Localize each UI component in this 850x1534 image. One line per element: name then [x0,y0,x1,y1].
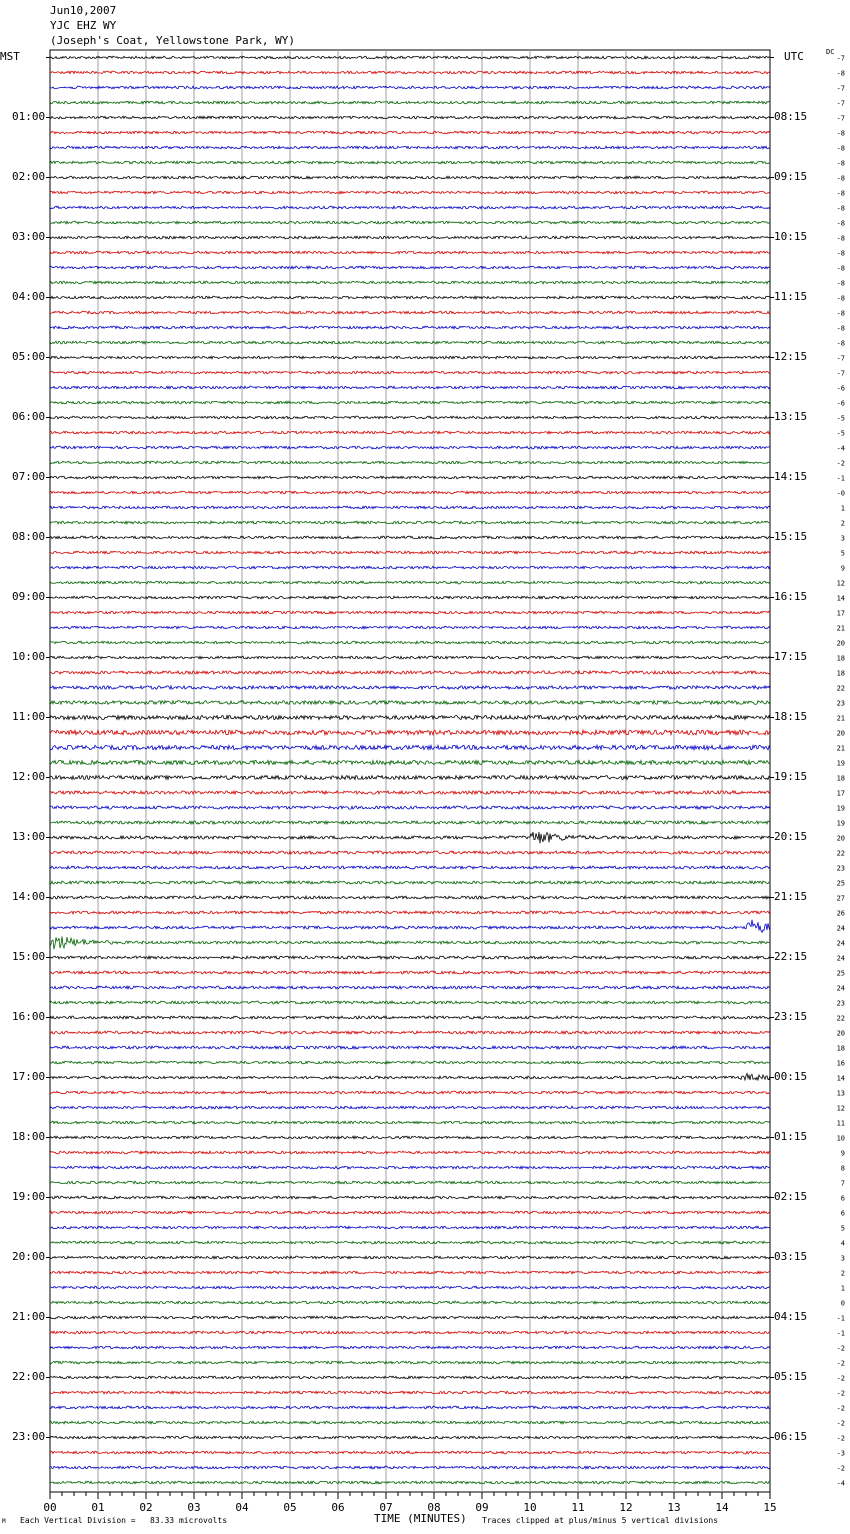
dc-offset-label: -8 [836,249,845,258]
dc-offset-label: -6 [836,384,845,393]
seismic-trace-44 [50,715,770,719]
x-axis-title: TIME (MINUTES) [374,1512,467,1525]
seismic-trace-1 [50,71,770,74]
right-hour-label: 13:15 [774,409,808,423]
seismic-trace-5 [50,131,770,134]
dc-offset-label: -1 [836,474,845,483]
dc-offset-label: 0 [840,1299,845,1308]
dc-offset-label: 17 [836,609,845,618]
right-timezone-label: UTC [784,50,804,63]
dc-offset-label: 23 [836,999,845,1008]
dc-offset-label: 8 [840,1164,845,1173]
right-hour-label: 19:15 [774,769,808,783]
dc-offset-label: 19 [836,819,845,828]
left-hour-label: 23:00 [12,1429,46,1443]
seismic-trace-47 [50,760,770,764]
seismic-trace-0 [50,56,770,59]
seismic-trace-34 [50,566,770,569]
dc-offset-label: -3 [836,1449,845,1458]
seismic-trace-40 [50,656,770,659]
dc-offset-label: -8 [836,234,845,243]
x-tick-label: 15 [763,1501,777,1514]
dc-offset-label: 2 [840,1269,845,1278]
seismic-trace-36 [50,596,770,599]
dc-offset-label: -6 [836,399,845,408]
seismic-trace-51 [50,821,770,824]
seismic-trace-64 [50,1016,770,1019]
dc-offset-label: 14 [836,594,845,603]
seismic-trace-87 [50,1361,770,1364]
seismic-trace-74 [50,1166,770,1169]
dc-offset-label: 20 [836,729,845,738]
seismic-trace-86 [50,1346,770,1349]
right-hour-label: 21:15 [774,889,808,903]
dc-offset-label: -8 [836,204,845,213]
dc-offset-label: 13 [836,1089,845,1098]
seismic-trace-20 [50,356,770,359]
dc-offset-label: 18 [836,669,845,678]
clip-note: Traces clipped at plus/minus 5 vertical divisions [482,1516,719,1525]
seismic-trace-16 [50,296,770,299]
seismic-trace-2 [50,86,770,89]
seismic-trace-48 [50,776,770,780]
left-hour-label: 07:00 [12,469,46,483]
seismic-trace-78 [50,1226,770,1229]
dc-offset-label: -2 [836,459,845,468]
x-tick-label: 01 [91,1501,105,1514]
dc-offset-label: 9 [840,1149,845,1158]
dc-offset-label: 22 [836,684,845,693]
plot-frame [50,50,770,1492]
corner-mark: M [2,1518,6,1525]
x-tick-label: 04 [235,1501,249,1514]
left-hour-label: 03:00 [12,229,46,243]
x-tick-label: 05 [283,1501,297,1514]
seismic-trace-88 [50,1376,770,1379]
dc-offset-label: 6 [840,1194,845,1203]
header-station: YJC EHZ WY [50,19,117,32]
right-hour-label: 14:15 [774,469,808,483]
dc-offset-label: 21 [836,744,845,753]
dc-offset-label: -8 [836,144,845,153]
left-hour-label: 19:00 [12,1189,46,1203]
dc-offset-label: -7 [836,369,845,378]
dc-offset-label: -5 [836,414,845,423]
dc-offset-label: 5 [840,549,845,558]
x-tick-label: 07 [379,1501,393,1514]
seismic-trace-7 [50,161,770,164]
seismic-trace-90 [50,1406,770,1409]
right-hour-label: 00:15 [774,1069,808,1083]
dc-offset-label: 18 [836,654,845,663]
seismic-trace-58 [50,920,770,933]
x-tick-label: 10 [523,1501,537,1514]
right-hour-label: 04:15 [774,1309,808,1323]
seismic-trace-61 [50,971,770,974]
seismic-trace-63 [50,1001,770,1004]
dc-offset-label: 3 [840,1254,845,1263]
seismic-trace-79 [50,1241,770,1244]
left-hour-label: 09:00 [12,589,46,603]
seismic-trace-89 [50,1391,770,1394]
right-hour-label: 05:15 [774,1369,808,1383]
dc-offset-label: 1 [840,1284,845,1293]
right-hour-label: 12:15 [774,349,808,363]
left-hour-label: 05:00 [12,349,46,363]
dc-offset-label: -7 [836,54,845,63]
seismic-trace-60 [50,956,770,959]
dc-offset-label: -8 [836,324,845,333]
seismic-trace-84 [50,1316,770,1319]
dc-offset-label: -8 [836,294,845,303]
dc-offset-label: 9 [840,564,845,573]
x-tick-label: 06 [331,1501,345,1514]
dc-offset-label: 2 [840,519,845,528]
seismic-trace-42 [50,686,770,689]
seismic-trace-68 [50,1073,770,1080]
seismic-trace-11 [50,221,770,224]
x-tick-label: 08 [427,1501,441,1514]
x-tick-label: 02 [139,1501,153,1514]
seismic-trace-17 [50,311,770,314]
left-hour-label: 13:00 [12,829,46,843]
seismic-trace-80 [50,1256,770,1259]
dc-offset-label: -2 [836,1344,845,1353]
dc-offset-label: 11 [836,1119,845,1128]
dc-offset-label: -8 [836,189,845,198]
header-location: (Joseph's Coat, Yellowstone Park, WY) [50,34,296,47]
dc-offset-label: 19 [836,759,845,768]
right-hour-label: 22:15 [774,949,808,963]
right-hour-label: 01:15 [774,1129,808,1143]
seismic-trace-37 [50,611,770,614]
seismic-trace-30 [50,506,770,509]
x-tick-label: 13 [667,1501,681,1514]
dc-offset-label: -0 [836,489,845,498]
seismic-trace-69 [50,1091,770,1094]
dc-offset-label: 16 [836,1059,845,1068]
dc-offset-label: -4 [836,444,845,453]
seismic-trace-41 [50,671,770,674]
left-hour-label: 21:00 [12,1309,46,1323]
seismic-trace-39 [50,641,770,644]
left-hour-label: 06:00 [12,409,46,423]
dc-offset-label: 20 [836,834,845,843]
seismic-trace-46 [50,745,770,749]
seismic-trace-24 [50,416,770,419]
dc-offset-label: 20 [836,639,845,648]
dc-offset-label: 7 [840,1179,845,1188]
seismic-trace-72 [50,1136,770,1139]
seismic-trace-56 [50,896,770,899]
dc-offset-label: 10 [836,1134,845,1143]
dc-offset-label: 23 [836,864,845,873]
right-hour-label: 23:15 [774,1009,808,1023]
seismic-trace-15 [50,281,770,284]
left-hour-label: 10:00 [12,649,46,663]
seismic-trace-93 [50,1451,770,1454]
dc-offset-label: -2 [836,1374,845,1383]
seismic-trace-67 [50,1061,770,1064]
dc-offset-label: 22 [836,849,845,858]
left-hour-label: 17:00 [12,1069,46,1083]
x-tick-label: 11 [571,1501,585,1514]
dc-label: DC [826,48,835,56]
left-hour-label: 18:00 [12,1129,46,1143]
left-hour-label: 08:00 [12,529,46,543]
seismic-trace-43 [50,701,770,705]
seismic-trace-26 [50,446,770,449]
x-tick-label: 00 [43,1501,57,1514]
right-hour-label: 20:15 [774,829,808,843]
seismic-trace-85 [50,1331,770,1334]
left-hour-label: 02:00 [12,169,46,183]
dc-offset-label: 23 [836,699,845,708]
right-hour-label: 03:15 [774,1249,808,1263]
dc-offset-label: 24 [836,939,845,948]
right-hour-label: 02:15 [774,1189,808,1203]
dc-offset-label: -8 [836,264,845,273]
seismic-trace-55 [50,881,770,884]
right-hour-label: 06:15 [774,1429,808,1443]
dc-offset-label: 22 [836,1014,845,1023]
dc-offset-label: 12 [836,1104,845,1113]
seismic-trace-9 [50,191,770,194]
dc-offset-label: -7 [836,99,845,108]
dc-offset-label: 24 [836,984,845,993]
left-hour-label: 12:00 [12,769,46,783]
seismic-trace-71 [50,1121,770,1124]
left-hour-label: 01:00 [12,109,46,123]
seismic-trace-82 [50,1286,770,1289]
dc-offset-label: 6 [840,1209,845,1218]
right-hour-label: 11:15 [774,289,808,303]
seismic-trace-10 [50,206,770,209]
dc-offset-label: -4 [836,1479,845,1488]
dc-offset-label: 24 [836,924,845,933]
dc-offset-label: 17 [836,789,845,798]
x-tick-label: 14 [715,1501,729,1514]
dc-offset-label: -8 [836,69,845,78]
dc-offset-label: -8 [836,159,845,168]
seismic-trace-31 [50,521,770,524]
dc-offset-label: 20 [836,1029,845,1038]
dc-offset-label: 24 [836,954,845,963]
seismic-trace-8 [50,176,770,179]
seismic-trace-27 [50,461,770,464]
dc-offset-label: 21 [836,624,845,633]
seismic-trace-35 [50,581,770,584]
seismic-trace-28 [50,476,770,479]
seismic-trace-95 [50,1481,770,1484]
dc-offset-label: -8 [836,174,845,183]
dc-offset-label: -2 [836,1389,845,1398]
seismic-trace-62 [50,986,770,989]
dc-offset-label: -2 [836,1404,845,1413]
seismic-trace-59 [50,936,770,949]
dc-offset-label: -2 [836,1359,845,1368]
right-hour-label: 17:15 [774,649,808,663]
seismic-trace-12 [50,236,770,239]
right-hour-label: 08:15 [774,109,808,123]
left-hour-label: 16:00 [12,1009,46,1023]
seismic-trace-76 [50,1196,770,1199]
left-timezone-label: MST [0,50,20,63]
dc-offset-label: 3 [840,534,845,543]
seismic-trace-70 [50,1106,770,1109]
dc-offset-label: -8 [836,129,845,138]
right-hour-label: 09:15 [774,169,808,183]
seismic-trace-73 [50,1151,770,1154]
seismic-trace-66 [50,1046,770,1049]
seismic-trace-91 [50,1421,770,1424]
dc-offset-label: 25 [836,879,845,888]
seismic-trace-4 [50,116,770,119]
dc-offset-label: 18 [836,774,845,783]
dc-offset-label: -2 [836,1464,845,1473]
seismic-trace-94 [50,1466,770,1469]
dc-offset-label: 25 [836,969,845,978]
dc-offset-label: 5 [840,1224,845,1233]
seismic-trace-77 [50,1211,770,1214]
left-hour-label: 11:00 [12,709,46,723]
dc-offset-label: -2 [836,1419,845,1428]
dc-offset-label: -5 [836,429,845,438]
dc-offset-label: -7 [836,354,845,363]
right-hour-label: 18:15 [774,709,808,723]
seismic-trace-53 [50,851,770,854]
dc-offset-label: -8 [836,339,845,348]
x-tick-label: 09 [475,1501,489,1514]
scale-note: Each Vertical Division = 83.33 microvolts [20,1516,228,1525]
seismic-trace-81 [50,1271,770,1274]
seismic-trace-14 [50,266,770,269]
seismic-trace-65 [50,1031,770,1034]
dc-offset-label: -7 [836,84,845,93]
seismic-trace-57 [50,911,770,914]
dc-offset-label: 27 [836,894,845,903]
seismic-trace-38 [50,626,770,629]
left-hour-label: 04:00 [12,289,46,303]
dc-offset-label: -8 [836,279,845,288]
right-hour-label: 15:15 [774,529,808,543]
dc-offset-label: 4 [840,1239,845,1248]
dc-offset-label: 21 [836,714,845,723]
seismic-trace-23 [50,401,770,404]
seismic-trace-13 [50,251,770,254]
dc-offset-label: -8 [836,219,845,228]
dc-offset-label: -7 [836,114,845,123]
seismic-trace-50 [50,806,770,809]
header-date: Jun10,2007 [50,4,117,17]
dc-offset-label: 12 [836,579,845,588]
dc-offset-label: -1 [836,1329,845,1338]
seismic-trace-6 [50,146,770,149]
dc-offset-label: 14 [836,1074,845,1083]
seismic-trace-18 [50,326,770,329]
seismic-trace-52 [50,832,770,843]
seismic-trace-32 [50,536,770,539]
seismic-trace-45 [50,730,770,735]
seismic-trace-92 [50,1436,770,1439]
dc-offset-label: 19 [836,804,845,813]
right-hour-label: 16:15 [774,589,808,603]
seismic-trace-21 [50,371,770,374]
seismic-trace-83 [50,1301,770,1304]
x-tick-label: 03 [187,1501,201,1514]
seismic-trace-54 [50,866,770,869]
seismic-trace-29 [50,491,770,494]
left-hour-label: 14:00 [12,889,46,903]
right-hour-label: 10:15 [774,229,808,243]
left-hour-label: 15:00 [12,949,46,963]
dc-offset-label: 26 [836,909,845,918]
dc-offset-label: -8 [836,309,845,318]
left-hour-label: 20:00 [12,1249,46,1263]
seismic-trace-33 [50,551,770,554]
seismic-trace-22 [50,386,770,389]
seismic-trace-49 [50,791,770,794]
dc-offset-label: 18 [836,1044,845,1053]
dc-offset-label: 1 [840,504,845,513]
seismic-trace-19 [50,341,770,344]
left-hour-label: 22:00 [12,1369,46,1383]
dc-offset-label: -1 [836,1314,845,1323]
x-tick-label: 12 [619,1501,633,1514]
seismic-trace-75 [50,1181,770,1184]
seismic-trace-25 [50,431,770,434]
dc-offset-label: -2 [836,1434,845,1443]
seismic-trace-3 [50,101,770,104]
